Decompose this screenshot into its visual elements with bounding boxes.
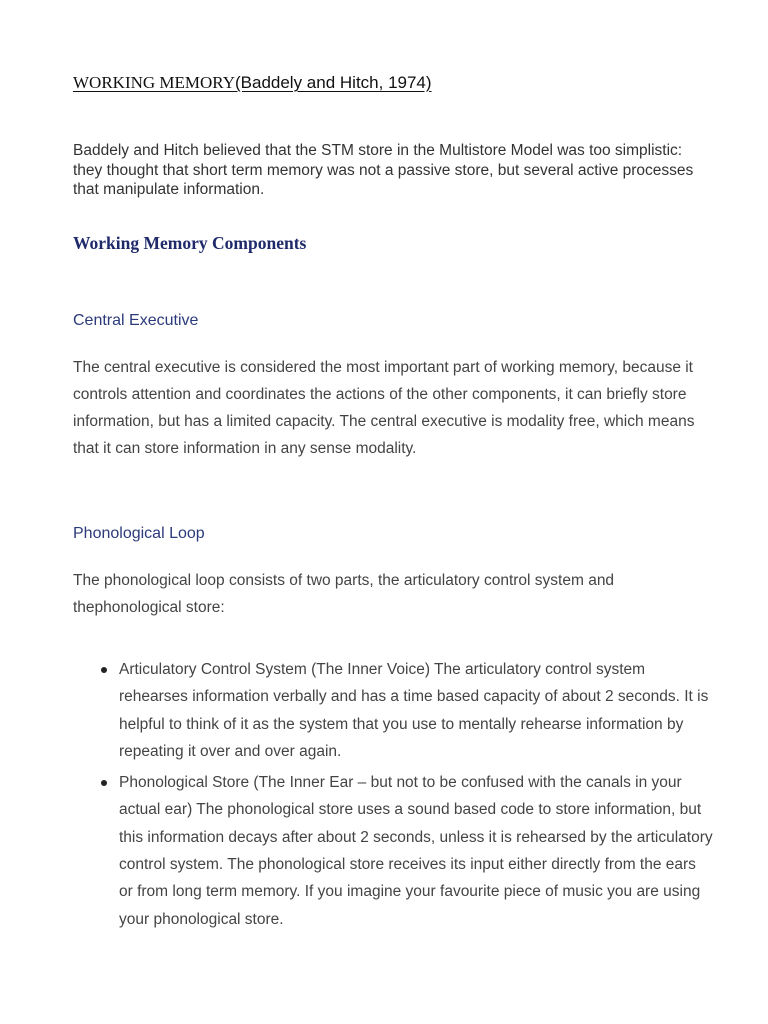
title-citation: (Baddely and Hitch, 1974) [234,73,432,92]
list-item-text: Articulatory Control System (The Inner Voice) The articulatory control system rehearses information verbally and has a time based capacity of about 2 seconds. It is helpful to think of it as the system that you use to mentally rehearse information by repeating it over and over again. [119,661,709,760]
central-executive-paragraph: The central executive is considered the most important part of working memory, because it controls attention and coordinates the actions of the other components, it can briefly store information, but has a limited capacity. The central executive is modality free, which means that it can store information in any sense modality. [73,359,695,457]
phonological-loop-paragraph: The phonological loop consists of two parts, the articulatory control system and thephonological store: [73,572,615,616]
components-heading: Working Memory Components [73,233,307,253]
title-main: WORKING MEMORY [73,73,235,92]
bullet-icon [101,780,107,786]
list-item [73,656,713,765]
bullet-icon [101,667,107,673]
central-executive-heading: Central Executive [73,312,199,329]
phonological-loop-heading: Phonological Loop [73,525,205,542]
document-title [73,73,432,93]
list-item [73,769,713,933]
phonological-loop-list [73,656,713,937]
intro-paragraph: Baddely and Hitch believed that the STM store in the Multistore Model was too simplistic: they thought that short term memory was not a passive store, but several active processes that manipulate information. [73,142,694,198]
list-item-text: Phonological Store (The Inner Ear – but not to be confused with the canals in your actual ear) The phonological store uses a sound based code to store information, but this information decays after about 2 seconds, unless it is rehearsed by the articulatory control system. The phonological store receives its input either directly from the ears or from long term memory. If you imagine your favourite piece of music you are using your phonological store. [119,774,713,928]
